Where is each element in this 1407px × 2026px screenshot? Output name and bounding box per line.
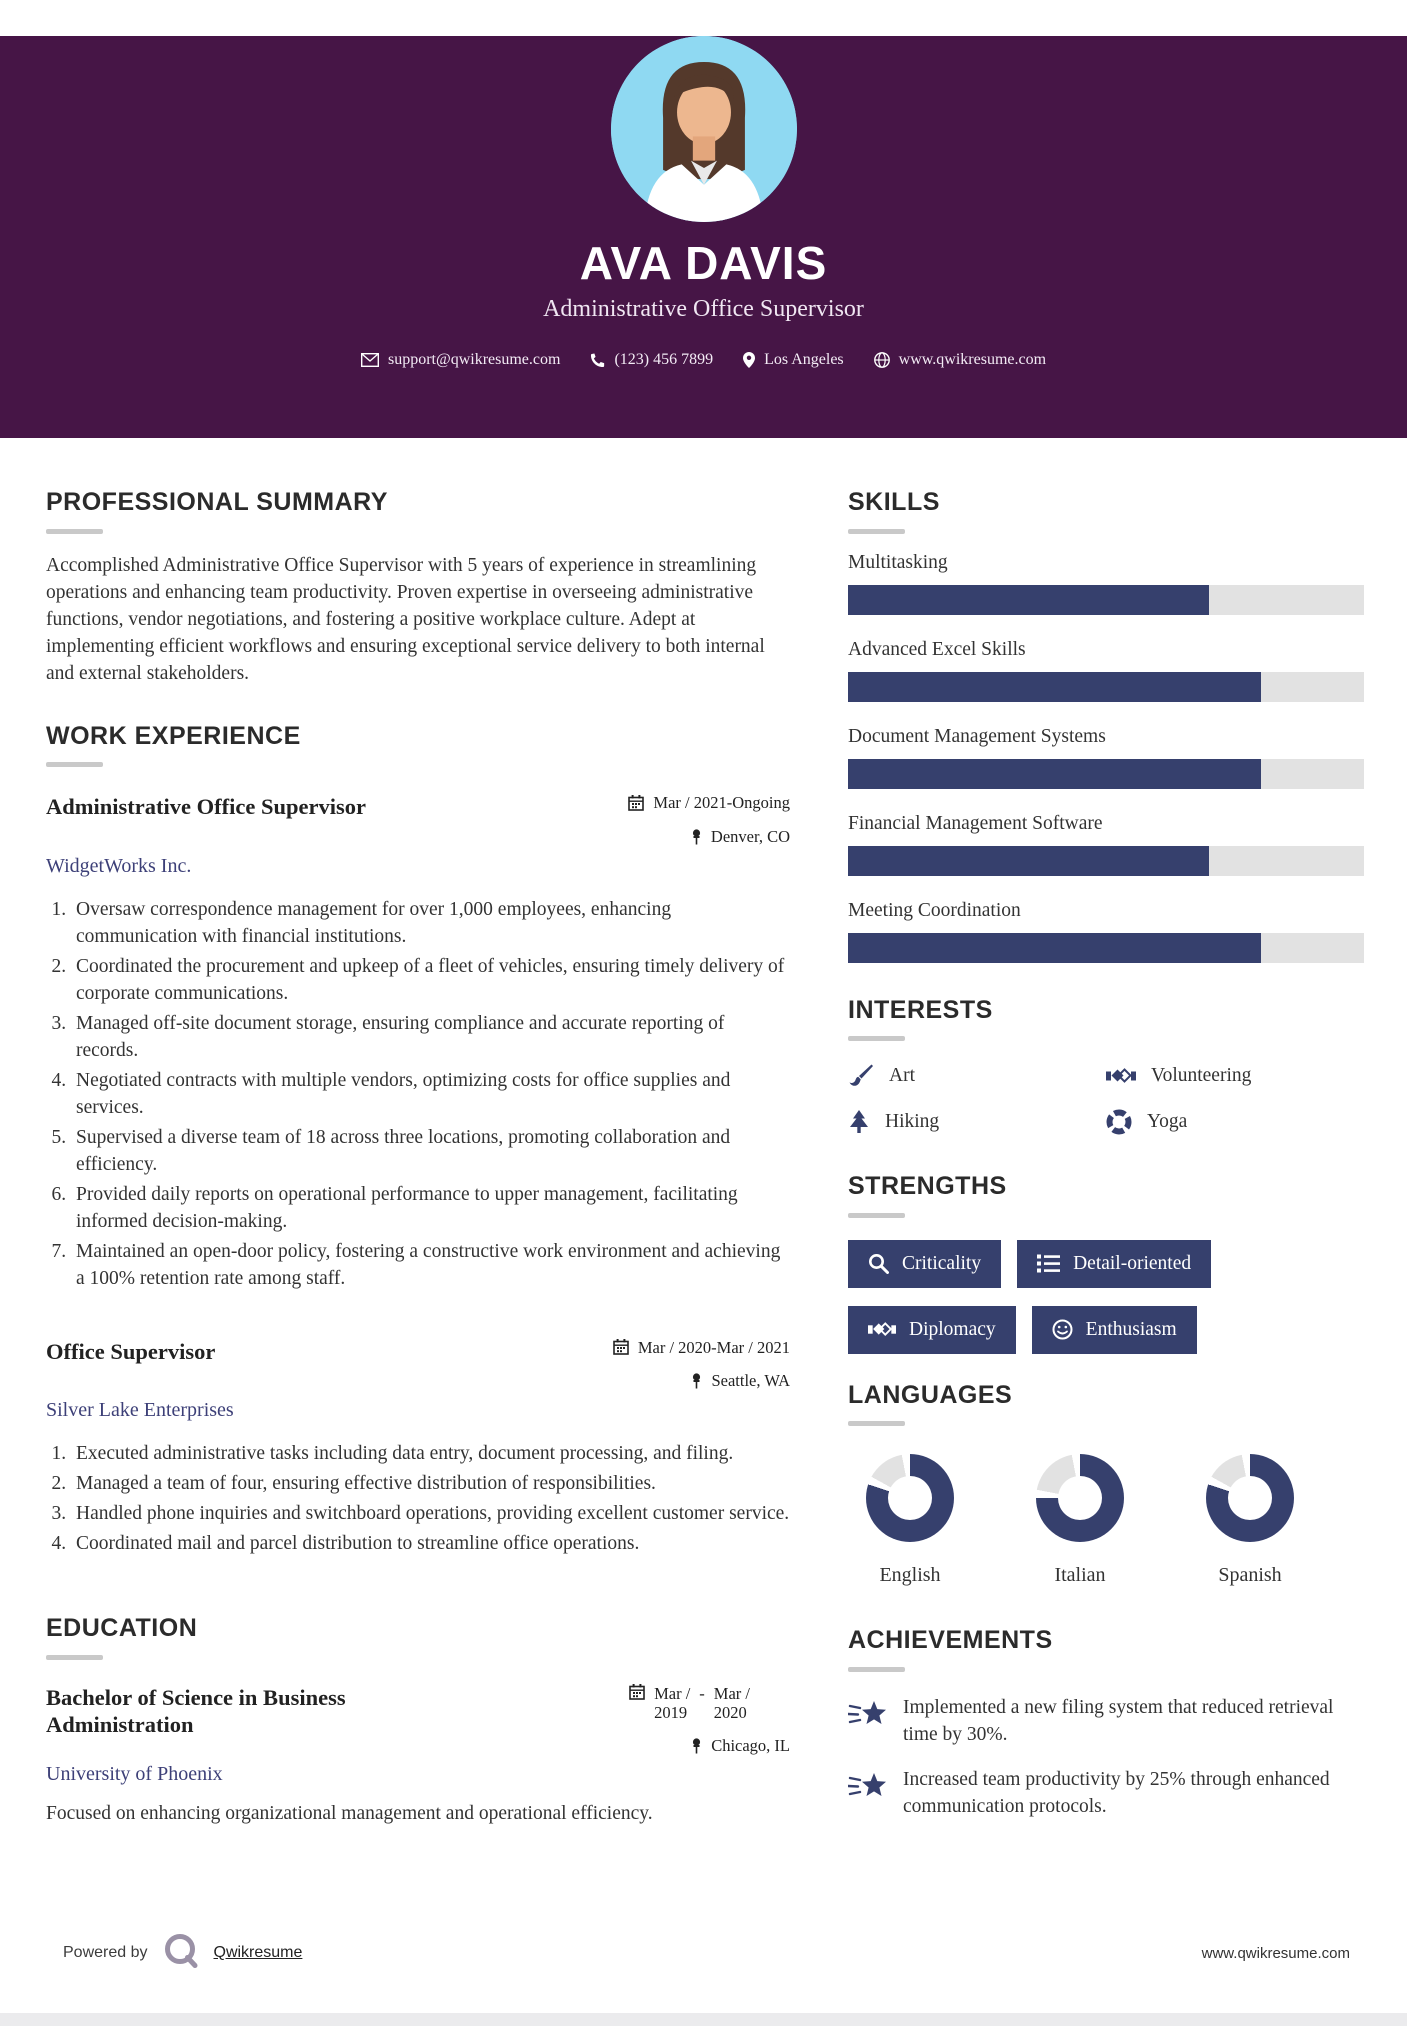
job-location-row xyxy=(628,827,790,847)
job-dates: Mar / 2020-Mar / 2021 xyxy=(637,1337,790,1357)
avatar-illustration xyxy=(611,36,797,222)
language-donut-chart xyxy=(1206,1454,1294,1542)
achievement-text: Increased team productivity by 25% through enhanced communication protocols. xyxy=(903,1768,1330,1817)
skill-bar-fill xyxy=(848,585,1209,615)
interests-grid xyxy=(848,1063,1364,1135)
qwikresume-link[interactable]: Qwikresume xyxy=(213,1944,303,1961)
job-meta xyxy=(613,1338,790,1392)
section-skills xyxy=(848,489,1364,963)
job-dates-row xyxy=(613,1338,790,1358)
job-bullet: 7. Maintained an open-door policy, fostering a constructive work environment and achieving a 100% retention rate among staff. xyxy=(71,1238,790,1292)
job-bullet: 4. Negotiated contracts with multiple vendors, optimizing costs for office supplies and services. xyxy=(71,1067,790,1121)
skill-bar-track xyxy=(848,933,1364,963)
profile-photo xyxy=(611,36,797,222)
job-bullet: 2. Coordinated the procurement and upkeep of a fleet of vehicles, ensuring timely delivery of corporate communications. xyxy=(71,953,790,1007)
strength-label: Enthusiasm xyxy=(1085,1318,1177,1340)
skill-bar-fill xyxy=(848,672,1261,702)
pushpin-icon xyxy=(691,829,702,845)
strength-label: Diplomacy xyxy=(909,1318,996,1340)
language-item xyxy=(1188,1454,1312,1587)
left-column xyxy=(46,489,790,1838)
job-entry xyxy=(46,1338,790,1558)
skill-name: Advanced Excel Skills xyxy=(848,638,1026,660)
interests-heading: INTERESTS xyxy=(848,995,993,1024)
job-location-row xyxy=(613,1371,790,1391)
job-bullet: 6. Provided daily reports on operational performance to upper management, facilitating informed decision-making. xyxy=(71,1181,790,1235)
date-start-year: 2019 xyxy=(654,1702,688,1722)
heading-underline xyxy=(46,1655,103,1660)
contact-phone-text: (123) 456 7899 xyxy=(614,351,714,368)
date-end-year: 2020 xyxy=(713,1702,747,1722)
education-location-row xyxy=(629,1736,790,1756)
summary-heading: PROFESSIONAL SUMMARY xyxy=(46,488,388,516)
job-location: Denver, CO xyxy=(710,826,790,846)
skill-bar-fill xyxy=(848,759,1261,789)
page-bottom-edge xyxy=(0,2013,1407,2026)
person-title: Administrative Office Supervisor xyxy=(543,296,864,322)
section-professional-summary xyxy=(46,489,790,687)
interest-item xyxy=(1106,1109,1356,1135)
job-company: Silver Lake Enterprises xyxy=(46,1399,234,1422)
contact-website-text: www.qwikresume.com xyxy=(898,351,1047,368)
job-bullet-list xyxy=(46,1440,790,1557)
work-heading: WORK EXPERIENCE xyxy=(46,721,301,750)
language-item xyxy=(848,1454,972,1587)
interest-item xyxy=(848,1063,1098,1089)
interest-item xyxy=(1106,1063,1356,1089)
skill-name: Document Management Systems xyxy=(848,725,1106,747)
strength-chip xyxy=(1032,1306,1197,1354)
powered-by-label: Powered by xyxy=(63,1944,148,1961)
skill-item xyxy=(848,813,1364,876)
contact-email[interactable] xyxy=(353,351,568,369)
calendar-icon xyxy=(629,1684,645,1700)
education-date-start xyxy=(654,1684,690,1722)
skill-bar-track xyxy=(848,759,1364,789)
strength-chip xyxy=(1017,1240,1211,1288)
job-title: Administrative Office Supervisor xyxy=(46,794,366,819)
pushpin-icon xyxy=(691,1373,702,1389)
main-content xyxy=(0,489,1407,1838)
interest-label: Volunteering xyxy=(1151,1065,1252,1086)
language-label: Italian xyxy=(1054,1564,1106,1586)
globe-icon xyxy=(874,352,890,368)
interest-label: Hiking xyxy=(885,1111,940,1132)
contact-location xyxy=(735,351,852,369)
qwikresume-logo-icon xyxy=(162,1932,200,1975)
education-heading: EDUCATION xyxy=(46,1614,198,1643)
date-end-month: Mar / xyxy=(713,1683,750,1703)
education-meta xyxy=(629,1684,790,1756)
job-bullet: 1. Executed administrative tasks including data entry, document processing, and filing. xyxy=(71,1440,790,1467)
location-pin-icon xyxy=(743,352,755,368)
date-start-month: Mar / xyxy=(654,1683,691,1703)
star-badge-icon xyxy=(848,1694,888,1736)
education-dates-row xyxy=(629,1684,750,1722)
section-languages xyxy=(848,1382,1364,1588)
language-label: English xyxy=(879,1564,941,1586)
list-icon xyxy=(1037,1254,1060,1273)
job-company: WidgetWorks Inc. xyxy=(46,854,192,877)
pushpin-icon xyxy=(691,1738,702,1754)
strength-chip xyxy=(848,1306,1016,1354)
education-header xyxy=(46,1684,790,1756)
heading-underline xyxy=(848,1036,905,1041)
paintbrush-icon xyxy=(848,1063,874,1089)
heading-underline xyxy=(848,1213,905,1218)
job-dates: Mar / 2021-Ongoing xyxy=(653,793,790,812)
handshake-icon xyxy=(868,1320,896,1339)
job-meta xyxy=(628,793,790,847)
job-bullet: 3. Managed off-site document storage, ensuring compliance and accurate reporting of records. xyxy=(71,1010,790,1064)
language-donut-chart xyxy=(1036,1454,1124,1542)
contact-email-text: support@qwikresume.com xyxy=(387,351,561,368)
contact-website[interactable] xyxy=(866,351,1054,369)
skill-bar-track xyxy=(848,585,1364,615)
job-bullet: 2. Managed a team of four, ensuring effective distribution of responsibilities. xyxy=(71,1470,790,1497)
skill-item xyxy=(848,726,1364,789)
header-banner xyxy=(0,36,1407,438)
achievements-list xyxy=(848,1694,1364,1820)
skill-item xyxy=(848,639,1364,702)
job-header xyxy=(46,1338,790,1392)
education-date-end xyxy=(714,1684,750,1722)
skill-name: Multitasking xyxy=(848,551,948,573)
achievement-item xyxy=(848,1766,1364,1820)
language-label: Spanish xyxy=(1218,1564,1282,1586)
school-name: University of Phoenix xyxy=(46,1763,223,1786)
skill-name: Meeting Coordination xyxy=(848,899,1021,921)
skill-bar-track xyxy=(848,846,1364,876)
language-donut-chart xyxy=(866,1454,954,1542)
languages-heading: LANGUAGES xyxy=(848,1380,1013,1409)
strengths-heading: STRENGTHS xyxy=(848,1172,1007,1200)
job-bullet: 3. Handled phone inquiries and switchboard operations, providing excellent customer service. xyxy=(71,1500,790,1527)
person-name: AVA DAVIS xyxy=(579,237,828,289)
wheel-icon xyxy=(1106,1109,1132,1135)
summary-text: Accomplished Administrative Office Supervisor with 5 years of experience in streamlining operations and enhancing team productivity. Proven expertise in overseeing administrative functions, vendor negotiations, and fostering a positive workplace culture. Adept at implementing efficient workflows and ensuring exceptional service delivery to both internal and external stakeholders. xyxy=(46,554,765,684)
heading-underline xyxy=(848,1421,905,1426)
job-dates-row xyxy=(628,793,790,813)
contact-location-text: Los Angeles xyxy=(764,351,844,368)
phone-icon xyxy=(590,353,605,368)
skill-bar-track xyxy=(848,672,1364,702)
skill-name: Financial Management Software xyxy=(848,812,1103,834)
skill-item xyxy=(848,552,1364,615)
strength-label: Detail-oriented xyxy=(1073,1252,1192,1274)
interest-label: Yoga xyxy=(1147,1111,1188,1132)
skill-item xyxy=(848,900,1364,963)
skills-heading: SKILLS xyxy=(848,488,940,516)
tree-icon xyxy=(848,1110,870,1134)
strength-chip xyxy=(848,1240,1001,1288)
section-education xyxy=(46,1615,790,1827)
calendar-icon xyxy=(613,1339,629,1355)
section-strengths xyxy=(848,1173,1364,1354)
job-header xyxy=(46,793,790,847)
magnifier-icon xyxy=(868,1253,889,1274)
strength-label: Criticality xyxy=(902,1252,982,1274)
section-interests xyxy=(848,997,1364,1136)
powered-by-group xyxy=(63,1932,302,1975)
job-bullet: 4. Coordinated mail and parcel distribution to streamline office operations. xyxy=(71,1530,790,1557)
job-location: Seattle, WA xyxy=(711,1371,790,1391)
heading-underline xyxy=(848,1667,905,1672)
heading-underline xyxy=(848,529,905,534)
heading-underline xyxy=(46,762,103,767)
language-item xyxy=(1018,1454,1142,1587)
achievement-text: Implemented a new filing system that reduced retrieval time by 30%. xyxy=(903,1696,1334,1745)
envelope-icon xyxy=(361,353,379,367)
heading-underline xyxy=(46,529,103,534)
section-achievements xyxy=(848,1627,1364,1820)
section-work-experience xyxy=(46,723,790,1558)
date-separator: - xyxy=(699,1683,705,1703)
job-entry xyxy=(46,793,790,1292)
interest-label: Art xyxy=(889,1065,915,1086)
handshake-icon xyxy=(1106,1066,1136,1086)
job-bullet: 1. Oversaw correspondence management for over 1,000 employees, enhancing communication with financial institutions. xyxy=(71,896,790,950)
contact-phone[interactable] xyxy=(582,351,721,369)
job-bullet: 5. Supervised a diverse team of 18 across three locations, promoting collaboration and efficiency. xyxy=(71,1124,790,1178)
achievements-heading: ACHIEVEMENTS xyxy=(848,1626,1053,1654)
job-title: Office Supervisor xyxy=(46,1338,216,1364)
achievement-item xyxy=(848,1694,1364,1748)
education-entry xyxy=(46,1684,790,1828)
strength-chips xyxy=(848,1240,1364,1354)
job-bullet-list xyxy=(46,896,790,1292)
skill-bar-fill xyxy=(848,933,1261,963)
footer xyxy=(63,1930,1350,1976)
interest-item xyxy=(848,1109,1098,1135)
smiley-icon xyxy=(1052,1319,1073,1340)
skill-bar-fill xyxy=(848,846,1209,876)
language-donuts xyxy=(848,1454,1364,1587)
education-location: Chicago, IL xyxy=(711,1735,790,1755)
star-badge-icon xyxy=(848,1766,888,1808)
right-column xyxy=(848,489,1364,1838)
calendar-icon xyxy=(628,795,644,811)
education-description: Focused on enhancing organizational management and operational efficiency. xyxy=(46,1803,653,1825)
footer-website[interactable]: www.qwikresume.com xyxy=(1201,1944,1350,1962)
degree-title: Bachelor of Science in Business Administration xyxy=(46,1684,346,1737)
contact-bar xyxy=(0,351,1407,369)
